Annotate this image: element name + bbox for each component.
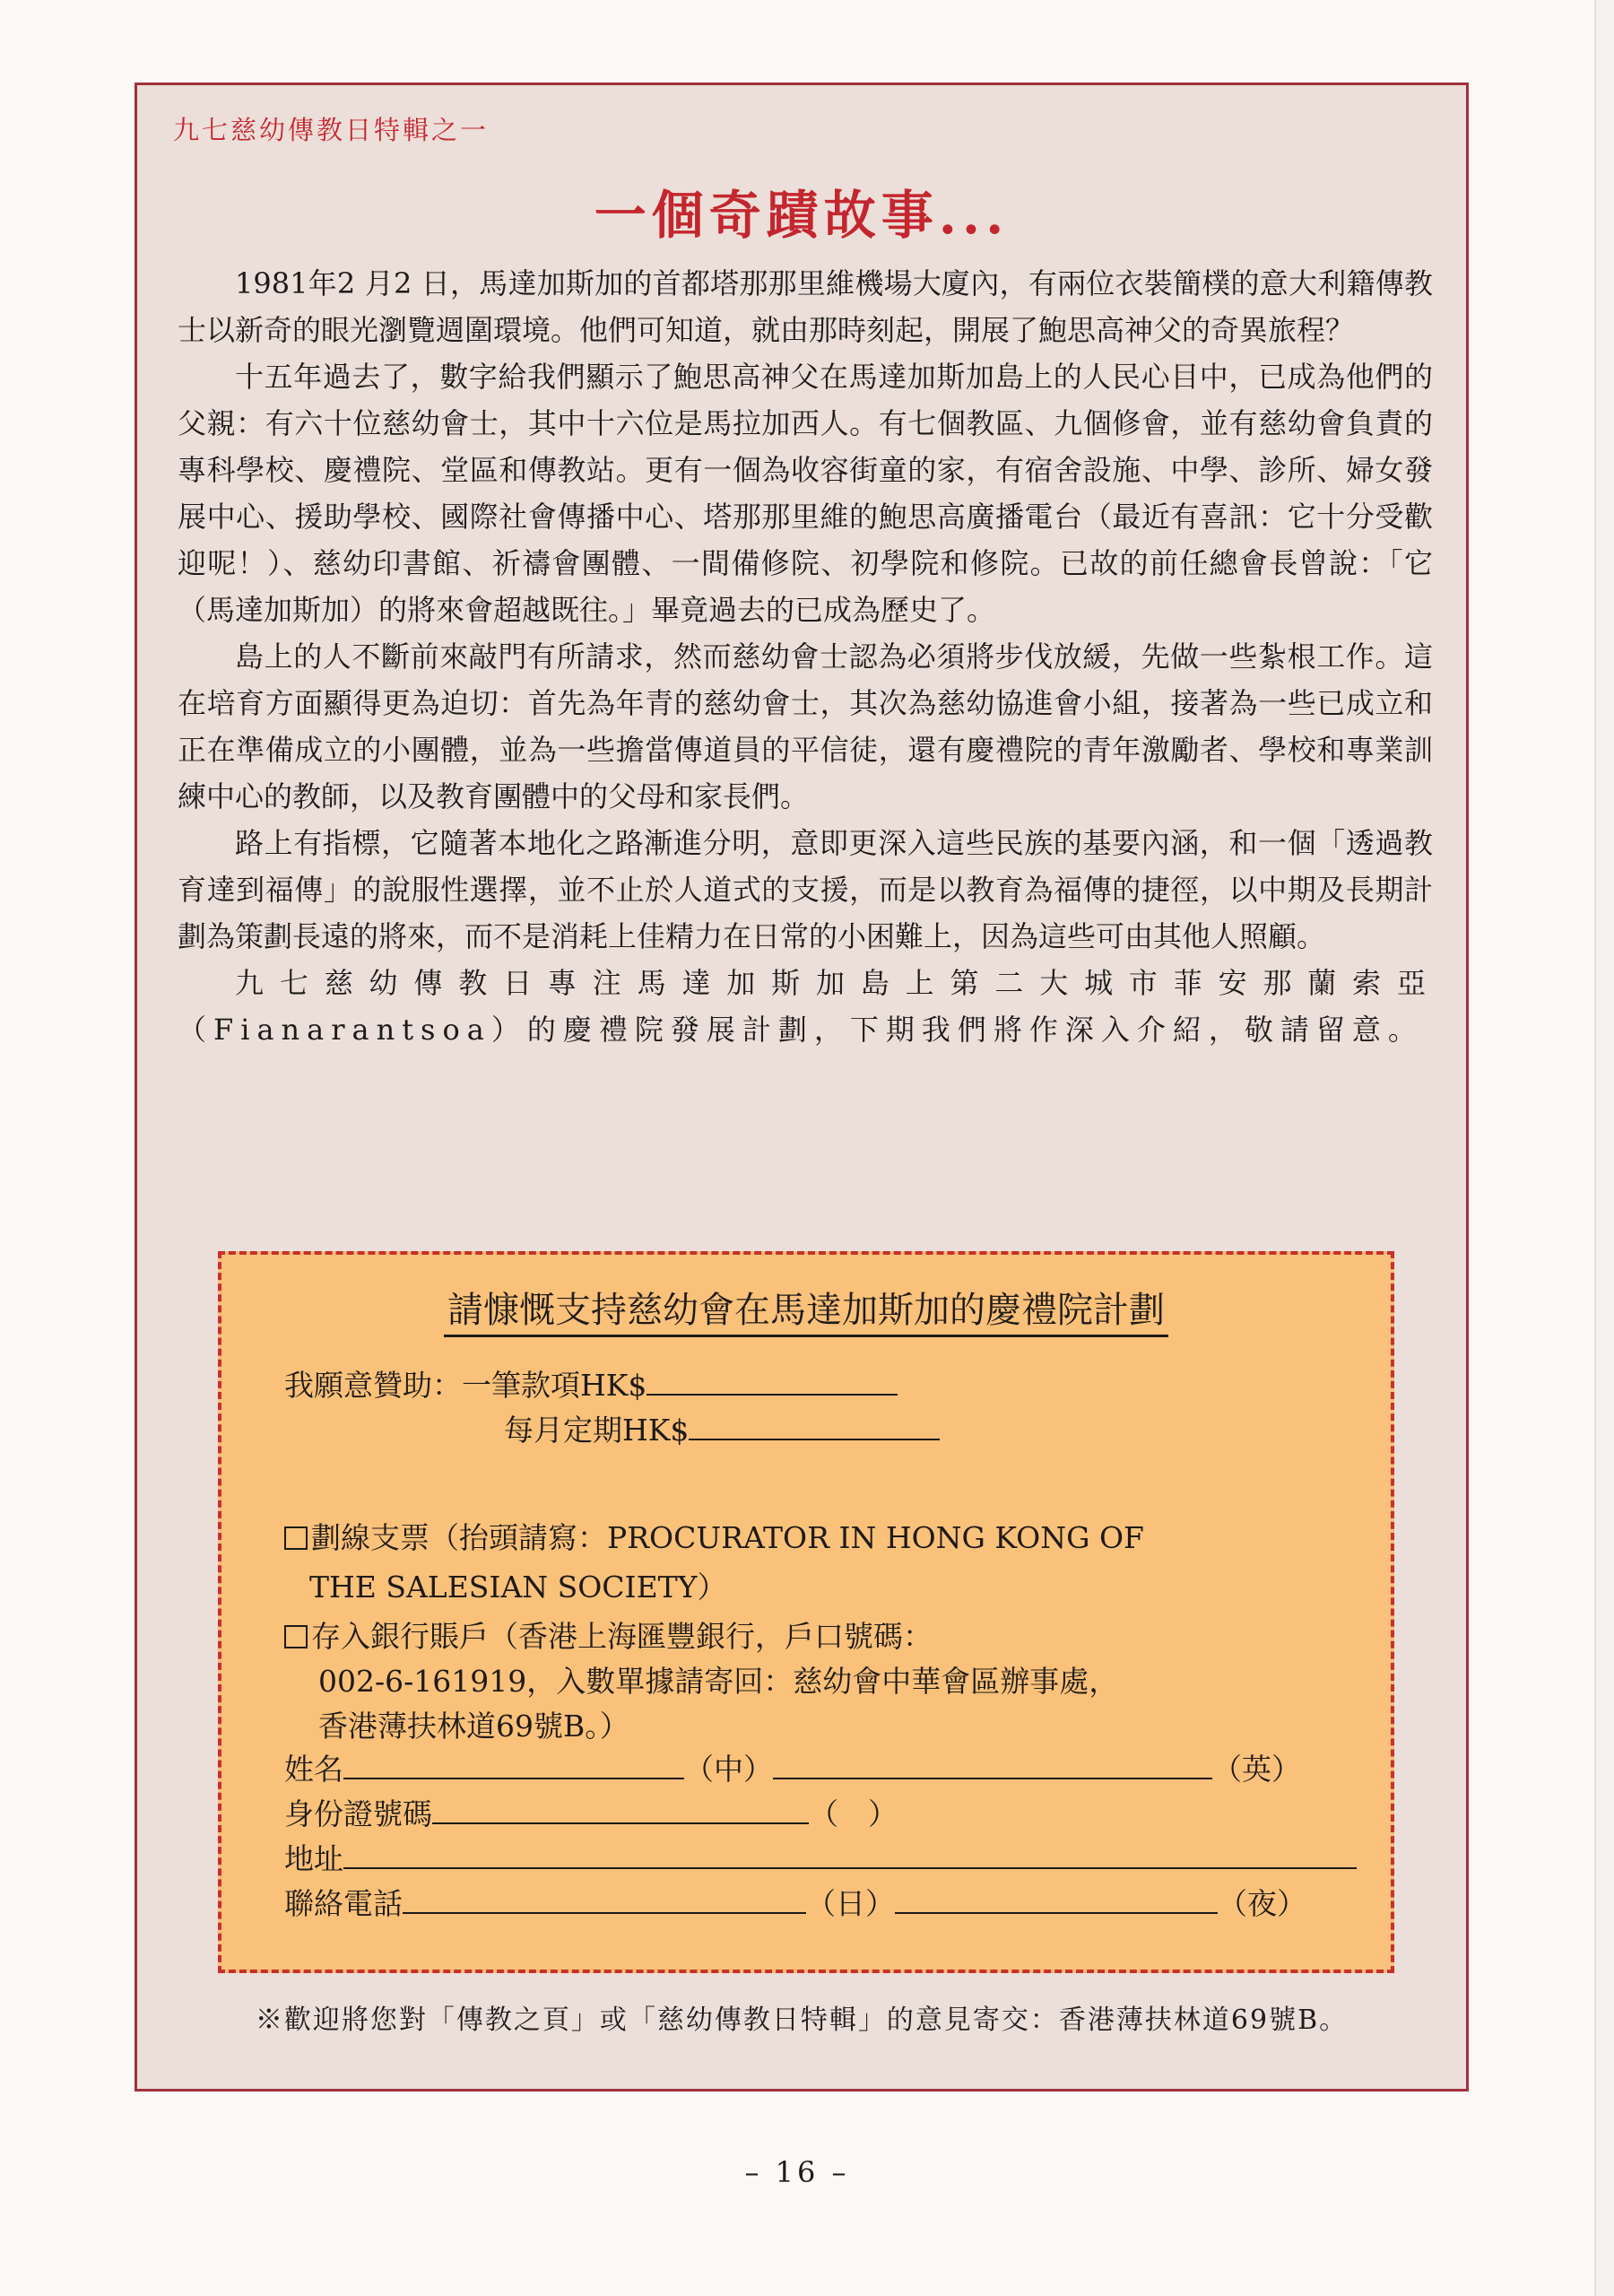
paragraph: 路上有指標，它隨著本地化之路漸進分明，意即更深入這些民族的基要內涵，和一個「透過教育達到福傳」的說服性選擇，並不止於人道式的支援，而是以教育為福傳的捷徑，以中期及長期計劃為策劃長遠的將來，而不是消耗上佳精力在日常的小困難上，因為這些可由其他人照顧。	[178, 826, 1433, 953]
phone-night-field[interactable]	[895, 1885, 1218, 1914]
monthly-label: 每月定期HK$	[504, 1413, 690, 1448]
footnote: ※歡迎將您對「傳教之頁」或「慈幼傳教日特輯」的意見寄交：香港薄扶林道69號B。	[255, 2005, 1349, 2036]
id-check-digit[interactable]: （ ）	[809, 1796, 898, 1831]
series-title: 九七慈幼傳教日特輯之一	[173, 115, 490, 145]
sponsor-label: 我願意贊助：	[284, 1368, 462, 1403]
id-field[interactable]	[432, 1796, 809, 1824]
name-cn-suffix: （中）	[684, 1752, 773, 1787]
phone-night-suffix: （夜）	[1218, 1886, 1306, 1921]
address-label: 地址	[284, 1841, 343, 1876]
lump-sum-field[interactable]	[646, 1367, 898, 1396]
cheque-checkbox[interactable]	[284, 1526, 308, 1550]
monthly-field[interactable]	[689, 1412, 940, 1440]
article-frame	[134, 83, 1469, 2092]
paragraph: 島上的人不斷前來敲門有所請求，然而慈幼會士認為必須將步伐放緩，先做一些紮根工作。這在培育方面顯得更為迫切：首先為年青的慈幼會士，其次為慈幼協進會小組，接著為一些已成立和正在準備成立的小團體，並為一些擔當傳道員的平信徒，還有慶禮院的青年激勵者、學校和專業訓練中心的教師，以及教育團體中的父母和家長們。	[178, 639, 1433, 813]
address-field[interactable]	[343, 1840, 1357, 1869]
name-en-suffix: （英）	[1212, 1752, 1301, 1787]
lump-sum-label: 一筆款項HK$	[462, 1368, 647, 1403]
cheque-label: 劃線支票（抬頭請寫：PROCURATOR IN HONG KONG OF	[311, 1520, 1144, 1555]
form-title-text: 請慷慨支持慈幼會在馬達加斯加的慶禮院計劃	[444, 1290, 1168, 1337]
paragraph: 十五年過去了，數字給我們顯示了鮑思高神父在馬達加斯加島上的人民心目中，已成為他們的父親：有六十位慈幼會士，其中十六位是馬拉加西人。有七個教區、九個修會，並有慈幼會負責的專科學校、慶禮院、堂區和傳教站。更有一個為收容街童的家，有宿舍設施、中學、診所、婦女發展中心、援助學校、國際社會傳播中心、塔那那里維的鮑思高廣播電台（最近有喜訊：它十分受歡迎呢！）、慈幼印書館、祈禱會團體、一間備修院、初學院和修院。已故的前任總會長曾說：「它（馬達加斯加）的將來會超越既往。」畢竟過去的已成為歷史了。	[178, 360, 1433, 627]
id-label: 身份證號碼	[284, 1796, 432, 1831]
phone-day-suffix: （日）	[806, 1886, 895, 1921]
name-en-field[interactable]	[773, 1751, 1212, 1779]
id-row	[284, 1791, 898, 1833]
article-title: 一個奇蹟故事...	[594, 185, 1010, 246]
phone-row	[284, 1881, 1306, 1923]
bank-row	[284, 1613, 933, 1656]
name-label: 姓名	[284, 1752, 343, 1787]
page-number: – 16 –	[744, 2155, 850, 2189]
name-row	[284, 1746, 1301, 1788]
phone-label: 聯絡電話	[284, 1886, 403, 1921]
address-row	[284, 1836, 1357, 1878]
bank-label: 存入銀行賬戶（香港上海匯豐銀行，戶口號碼：	[311, 1619, 933, 1654]
article-body	[178, 260, 1433, 1053]
bank-checkbox[interactable]	[284, 1625, 308, 1648]
paragraph: 1981年2 月2 日，馬達加斯加的首都塔那那里維機場大廈內，有兩位衣裝簡樸的意大利籍傳教士以新奇的眼光瀏覽週圍環境。他們可知道，就由那時刻起，開展了鮑思高神父的奇異旅程？	[178, 266, 1433, 347]
phone-day-field[interactable]	[403, 1885, 806, 1914]
form-title	[221, 1282, 1391, 1333]
sponsor-row	[284, 1362, 898, 1405]
cheque-row	[284, 1515, 1144, 1557]
monthly-row	[504, 1407, 940, 1449]
cheque-row-cont: THE SALESIAN SOCIETY）	[309, 1570, 727, 1605]
donation-form	[218, 1251, 1394, 1973]
bank-row-cont: 002-6-161919，入數單據請寄回：慈幼會中華會區辦事處，	[318, 1664, 1119, 1699]
name-cn-field[interactable]	[343, 1751, 684, 1779]
bank-row-cont: 香港薄扶林道69號B。）	[318, 1709, 629, 1744]
paragraph: 九七慈幼傳教日專注馬達加斯加島上第二大城市菲安那蘭索亞（Fianarantsoa）的慶禮院發展計劃，下期我們將作深入介紹，敬請留意。	[178, 966, 1433, 1047]
